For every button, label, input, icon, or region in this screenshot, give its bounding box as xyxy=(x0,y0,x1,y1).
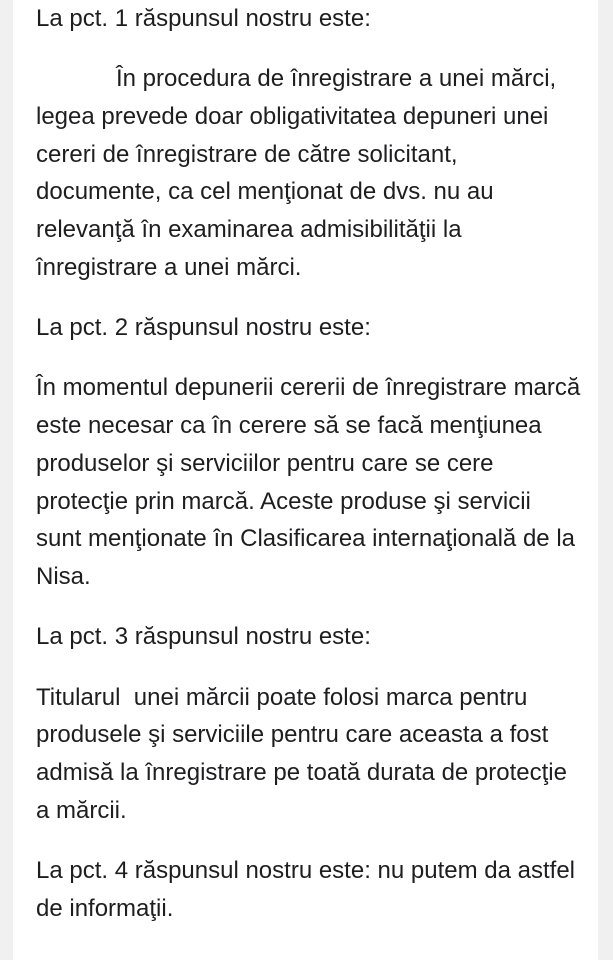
text-line: de informaţii. xyxy=(36,894,174,922)
text-line: produselor şi serviciilor pentru care se cere xyxy=(36,449,494,477)
paragraph xyxy=(36,309,583,347)
text-line: La pct. 2 răspunsul nostru este: xyxy=(36,314,371,342)
text-line: admisă la înregistrare pe toată durata de protecţie xyxy=(36,758,567,786)
paragraph xyxy=(36,852,583,927)
text-line: Titularul unei mărcii poate folosi marca pentru xyxy=(36,683,528,711)
document-text xyxy=(13,0,598,927)
text-line: La pct. 4 răspunsul nostru este: nu putem da astfel xyxy=(36,856,575,884)
paragraph xyxy=(36,679,583,830)
paragraph xyxy=(36,0,583,38)
text-line: relevanţă în examinarea admisibilităţii la xyxy=(36,216,462,244)
paragraph xyxy=(36,369,583,595)
text-line: La pct. 1 răspunsul nostru este: xyxy=(36,5,371,32)
text-line: Nisa. xyxy=(36,562,91,590)
text-line: legea prevede doar obligativitatea depuneri unei xyxy=(36,103,549,130)
text-line: înregistrare a unei mărci. xyxy=(36,253,302,281)
paragraph xyxy=(36,60,583,286)
text-line: La pct. 3 răspunsul nostru este: xyxy=(36,623,371,651)
text-line: sunt menţionate în Clasificarea internaţională de la xyxy=(36,525,575,553)
paragraph xyxy=(36,618,583,656)
text-line: a mărcii. xyxy=(36,796,127,824)
text-line: produsele şi serviciile pentru care aceasta a fost xyxy=(36,721,549,749)
text-line: În momentul depunerii cererii de înregistrare marcă xyxy=(36,374,581,402)
text-line: este necesar ca în cerere să se facă menţiunea xyxy=(36,412,542,440)
text-line: documente, ca cel menţionat de dvs. nu au xyxy=(36,178,494,206)
text-line: cereri de înregistrare de către solicitant, xyxy=(36,140,458,168)
text-line: În procedura de înregistrare a unei mărci, xyxy=(116,65,557,93)
content-area xyxy=(13,0,598,960)
text-line: protecţie prin marcă. Aceste produse şi servicii xyxy=(36,487,531,515)
